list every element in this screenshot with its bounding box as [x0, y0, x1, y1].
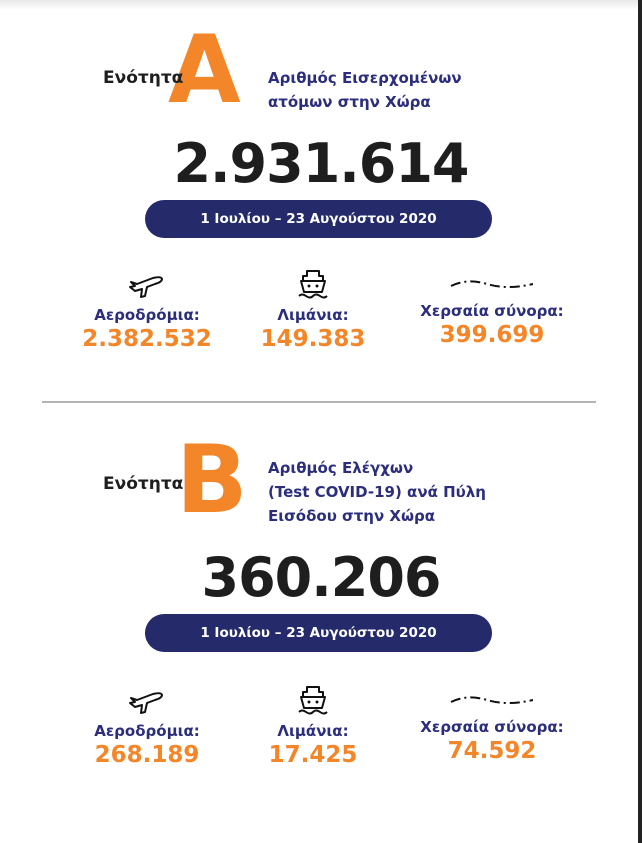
stat-label: Λιμάνια: [277, 306, 349, 324]
section-letter: A [168, 16, 241, 125]
subtitle-line: Εισόδου στην Χώρα [268, 507, 436, 525]
period-pill: 1 Ιουλίου – 23 Αυγούστου 2020 [145, 614, 492, 652]
stat-value: 74.592 [447, 738, 537, 764]
stat-value: 149.383 [260, 326, 366, 352]
stat-land-borders [392, 690, 592, 764]
subtitle-line: Αριθμός Εισερχομένων [268, 69, 462, 87]
total-number: 2.931.614 [173, 132, 469, 195]
land-border-icon [447, 274, 537, 296]
airplane-icon [127, 686, 167, 716]
stat-value: 2.382.532 [82, 326, 212, 352]
top-shade [0, 0, 638, 10]
subtitle-line: (Test COVID-19) ανά Πύλη [268, 483, 486, 501]
stat-label: Αεροδρόμια: [94, 722, 200, 740]
stat-label: Χερσαία σύνορα: [420, 718, 564, 736]
land-border-icon [447, 690, 537, 712]
section-subtitle [268, 456, 486, 528]
stat-value: 399.699 [439, 322, 545, 348]
section-divider [42, 401, 596, 403]
section-letter: B [176, 426, 248, 535]
stat-label: Λιμάνια: [277, 722, 349, 740]
airplane-icon [127, 270, 167, 300]
section-word: Ενότητα [103, 474, 184, 494]
stat-ports [213, 268, 413, 352]
stat-ports [213, 684, 413, 768]
stat-label: Αεροδρόμια: [94, 306, 200, 324]
ship-icon [295, 684, 331, 716]
total-number: 360.206 [201, 546, 441, 609]
window-edge [638, 0, 642, 843]
section-subtitle [268, 66, 462, 114]
ship-icon [295, 268, 331, 300]
stat-label: Χερσαία σύνορα: [420, 302, 564, 320]
section-word: Ενότητα [103, 68, 184, 88]
subtitle-line: Αριθμός Ελέγχων [268, 459, 414, 477]
subtitle-line: ατόμων στην Χώρα [268, 93, 431, 111]
stat-value: 268.189 [94, 742, 200, 768]
period-pill: 1 Ιουλίου – 23 Αυγούστου 2020 [145, 200, 492, 238]
stat-land-borders [392, 274, 592, 348]
stat-value: 17.425 [268, 742, 358, 768]
